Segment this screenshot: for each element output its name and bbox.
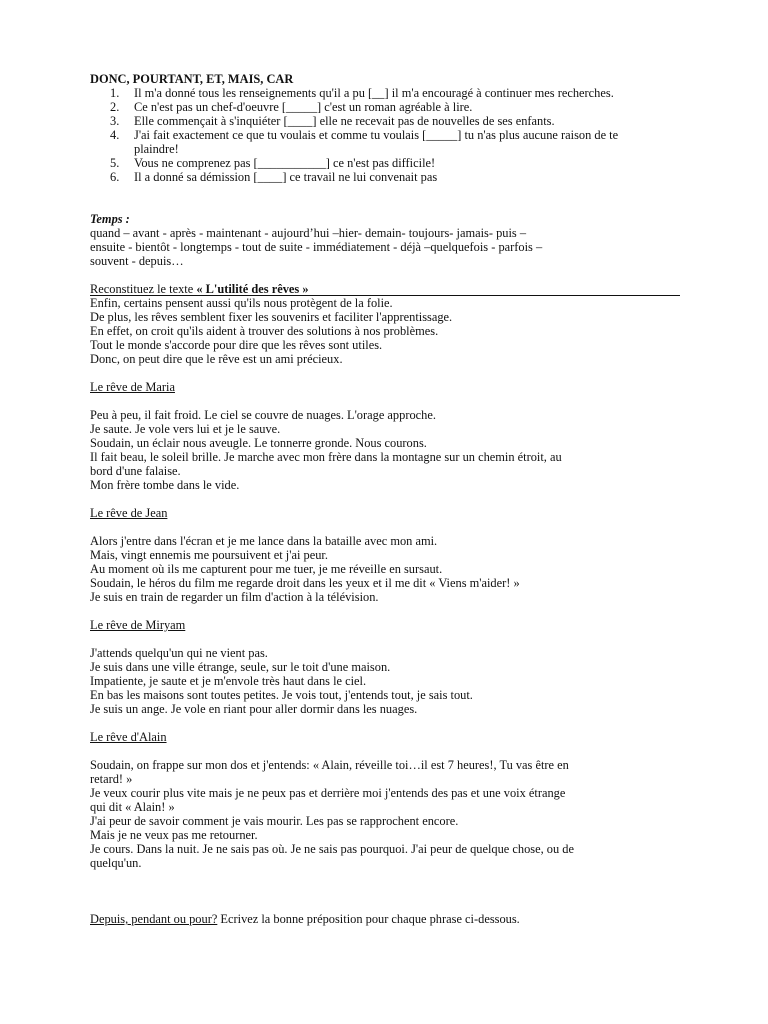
dream-line: Je saute. Je vole vers lui et je le sauve. <box>90 422 281 436</box>
dream-line: Je veux courir plus vite mais je ne peux pas et derrière moi j'entends des pas et une voix étrange <box>90 786 566 800</box>
dream-heading-maria: Le rêve de Maria <box>90 380 175 394</box>
dream-line: retard! » <box>90 772 133 786</box>
temps-line: ensuite - bientôt - longtemps - tout de suite - immédiatement - déjà –quelquefois - parfois – <box>90 240 543 254</box>
footer-question: Depuis, pendant ou pour? <box>90 912 218 926</box>
dream-line: Impatiente, je saute et je m'envole très haut dans le ciel. <box>90 674 367 688</box>
dream-line: Il fait beau, le soleil brille. Je marche avec mon frère dans la montagne sur un chemin étroit, au <box>90 450 562 464</box>
dream-line: Mais, vingt ennemis me poursuivent et j'ai peur. <box>90 548 328 562</box>
dream-line: Je cours. Dans la nuit. Je ne sais pas où. Je ne sais pas pourquoi. J'ai peur de quelque chose, ou de <box>90 842 574 856</box>
list-item: 6. Il a donné sa démission [____] ce travail ne lui convenait pas <box>110 170 438 184</box>
dream-line: J'attends quelqu'un qui ne vient pas. <box>90 646 268 660</box>
reconstitution-line: Donc, on peut dire que le rêve est un ami précieux. <box>90 352 343 366</box>
reconstitution-line: De plus, les rêves semblent fixer les souvenirs et faciliter l'apprentissage. <box>90 310 453 324</box>
dream-line: Mais je ne veux pas me retourner. <box>90 828 258 842</box>
dream-line: En bas les maisons sont toutes petites. Je vois tout, j'entends tout, je sais tout. <box>90 688 473 702</box>
reconstitution-line: En effet, on croit qu'ils aident à trouver des solutions à nos problèmes. <box>90 324 439 338</box>
dream-line: Mon frère tombe dans le vide. <box>90 478 240 492</box>
footer-text: Ecrivez la bonne préposition pour chaque phrase ci-dessous. <box>217 912 520 926</box>
reconstitution-line: Enfin, certains pensent aussi qu'ils nous protègent de la folie. <box>90 296 393 310</box>
dream-line: Soudain, le héros du film me regarde droit dans les yeux et il me dit « Viens m'aider! » <box>90 576 520 590</box>
dream-heading-alain: Le rêve d'Alain <box>90 730 167 744</box>
dream-line: Alors j'entre dans l'écran et je me lance dans la bataille avec mon ami. <box>90 534 438 548</box>
reconstitution-line: Tout le monde s'accorde pour dire que les rêves sont utiles. <box>90 338 383 352</box>
footer-instruction <box>90 912 520 926</box>
dream-line: Au moment où ils me capturent pour me tuer, je me réveille en sursaut. <box>90 562 443 576</box>
dream-line: Je suis un ange. Je vole en riant pour aller dormir dans les nuages. <box>90 702 418 716</box>
dream-line: Je suis en train de regarder un film d'action à la télévision. <box>90 590 379 604</box>
dream-heading-miryam: Le rêve de Miryam <box>90 618 186 632</box>
list-item: 1. Il m'a donné tous les renseignements qu'il a pu [__] il m'a encouragé à continuer mes recherches. <box>110 86 614 100</box>
list-item: 3. Elle commençait à s'inquiéter [____] elle ne recevait pas de nouvelles de ses enfants. <box>110 114 555 128</box>
reconstitution-intro: Reconstituez le texte <box>90 282 197 296</box>
dream-line: qui dit « Alain! » <box>90 800 175 814</box>
list-item: 5. Vous ne comprenez pas [___________] ce n'est pas difficile! <box>110 156 436 170</box>
dream-line: quelqu'un. <box>90 856 142 870</box>
dream-line: bord d'une falaise. <box>90 464 181 478</box>
dream-line: Soudain, on frappe sur mon dos et j'entends: « Alain, réveille toi…il est 7 heures!, Tu vas être en <box>90 758 569 772</box>
temps-line: souvent - depuis… <box>90 254 184 268</box>
exercise-title: DONC, POURTANT, ET, MAIS, CAR <box>90 72 294 86</box>
list-item: 4. J'ai fait exactement ce que tu voulais et comme tu voulais [_____] tu n'as plus aucune raison de te plaindre! <box>110 128 619 156</box>
dream-line: J'ai peur de savoir comment je vais mourir. Les pas se rapprochent encore. <box>90 814 459 828</box>
dream-line: Soudain, un éclair nous aveugle. Le tonnerre gronde. Nous courons. <box>90 436 427 450</box>
dream-heading-jean: Le rêve de Jean <box>90 506 168 520</box>
temps-heading: Temps : <box>90 212 130 226</box>
reconstitution-title: « L'utilité des rêves » <box>196 282 309 296</box>
reconstitution-heading <box>90 282 309 296</box>
dream-line: Peu à peu, il fait froid. Le ciel se couvre de nuages. L'orage approche. <box>90 408 436 422</box>
temps-line: quand – avant - après - maintenant - aujourd’hui –hier- demain- toujours- jamais- puis – <box>90 226 527 240</box>
list-item: 2. Ce n'est pas un chef-d'oeuvre [_____] c'est un roman agréable à lire. <box>110 100 473 114</box>
exercise-list <box>90 86 650 184</box>
dream-line: Je suis dans une ville étrange, seule, sur le toit d'une maison. <box>90 660 391 674</box>
